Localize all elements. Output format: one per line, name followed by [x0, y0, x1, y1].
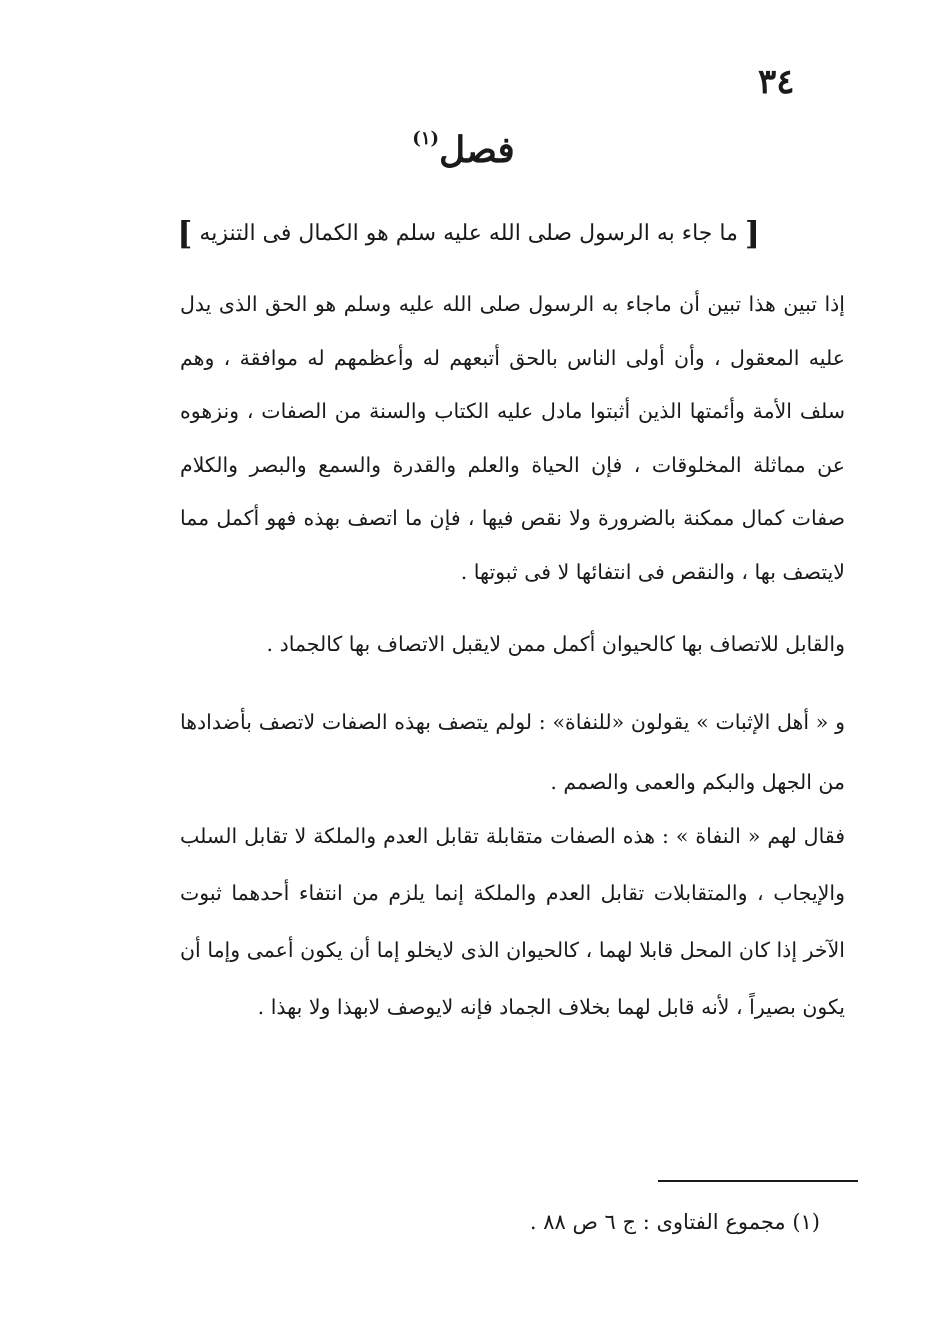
section-subtitle — [177, 214, 760, 252]
chapter-title-text: فصل — [439, 129, 515, 171]
body-paragraph: إذا تبين هذا تبين أن ماجاء به الرسول صلى الله عليه وسلم هو الحق الذى يدل عليه المعقول ، وأن أولى الناس بالحق أتبعهم له وأعظمهم له موافقة ، وهم سلف الأمة وأئمتها الذين أثبتوا مادل عليه الكتاب والسنة من الصفات ، ونزهوه عن مماثلة المخلوقات ، فإن الحياة والعلم والقدرة والسمع والبصر والكلام صفات كمال ممكنة بالضرورة ولا نقص فيها ، فإن ما اتصف بهذه فهو أكمل مما لايتصف بها ، والنقص فى انتفائها لا فى ثبوتها . — [180, 292, 845, 584]
closing-bracket: ] — [177, 214, 193, 252]
footnote: (١) مجموع الفتاوى : ج ٦ ص ٨٨ . — [529, 1210, 820, 1234]
body-paragraph: والقابل للاتصاف بها كالحيوان أكمل ممن لايقبل الاتصاف بها كالجماد . — [266, 632, 845, 656]
subtitle-text: ما جاء به الرسول صلى الله عليه سلم هو الكمال فى التنزيه — [199, 221, 738, 246]
chapter-title — [0, 128, 927, 171]
body-paragraph: و « أهل الإثبات » يقولون «للنفاة» : لولم يتصف بهذه الصفات لاتصف بأضدادها من الجهل والبكم والعمى والصمم . — [180, 710, 845, 794]
footnote-divider — [658, 1180, 858, 1182]
chapter-footnote-ref: (١) — [412, 128, 440, 149]
opening-bracket: [ — [744, 214, 760, 252]
body-paragraph: فقال لهم « النفاة » : هذه الصفات متقابلة تقابل العدم والملكة لا تقابل السلب والإيجاب ، والمتقابلات تقابل العدم والملكة إنما يلزم من انتفاء أحدهما ثبوت الآخر إذا كان المحل قابلا لهما ، كالحيوان الذى لايخلو إما أن يكون أعمى وإما أن يكون بصيراً ، لأنه قابل لهما بخلاف الجماد فإنه لايوصف لابهذا ولا بهذا . — [180, 824, 845, 1019]
page-number: ٣٤ — [758, 62, 795, 102]
